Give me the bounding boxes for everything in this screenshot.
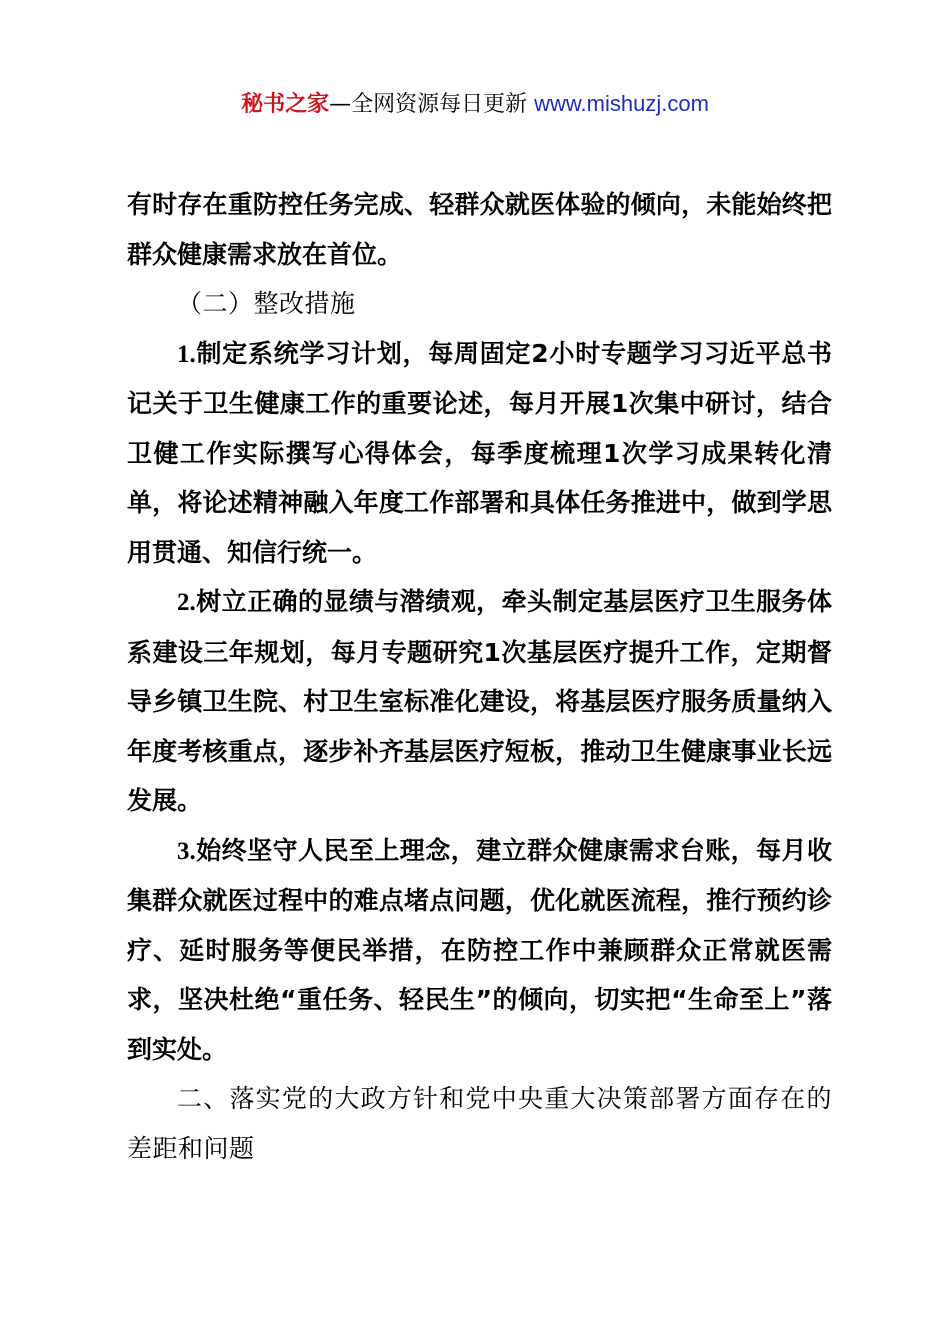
document-body (127, 180, 832, 1173)
section-heading: （二）整改措施 (177, 289, 356, 318)
measure-paragraph (127, 329, 832, 578)
measure-paragraph (127, 577, 832, 826)
measure-number: 3. (177, 837, 196, 865)
measure-text: 制定系统学习计划，每周固定2小时专题学习习近平总书记关于卫生健康工作的重要论述，每月开展1次集中研讨，结合卫健工作实际撰写心得体会，每季度梳理1次学习成果转化清单，将论述精神融入年度工作部署和具体任务推进中，做到学思用贯通、知信行统一。 (127, 338, 832, 567)
measure-text: 树立正确的显绩与潜绩观，牵头制定基层医疗卫生服务体系建设三年规划，每月专题研究1次基层医疗提升工作，定期督导乡镇卫生院、村卫生室标准化建设，将基层医疗服务质量纳入年度考核重点，逐步补齐基层医疗短板，推动卫生健康事业长远发展。 (127, 587, 832, 815)
site-brand: 秘书之家 (241, 92, 330, 117)
measure-text: 始终坚守人民至上理念，建立群众健康需求台账，每月收集群众就医过程中的难点堵点问题，优化就医流程，推行预约诊疗、延时服务等便民举措，在防控工作中兼顾群众正常就医需求，坚决杜绝“重任务、轻民生”的倾向，切实把“生命至上”落到实处。 (127, 835, 832, 1064)
next-section-heading: 二、落实党的大政方针和党中央重大决策部署方面存在的差距和问题 (127, 1084, 832, 1163)
continuation-paragraph: 有时存在重防控任务完成、轻群众就医体验的倾向，未能始终把群众健康需求放在首位。 (127, 190, 832, 269)
measure-paragraph (127, 826, 832, 1075)
site-url-link[interactable]: www.mishuzj.com (534, 91, 709, 116)
measure-number: 1. (177, 340, 196, 368)
measure-number: 2. (177, 589, 196, 616)
site-header (0, 88, 950, 121)
site-tagline: —全网资源每日更新 (329, 92, 528, 117)
